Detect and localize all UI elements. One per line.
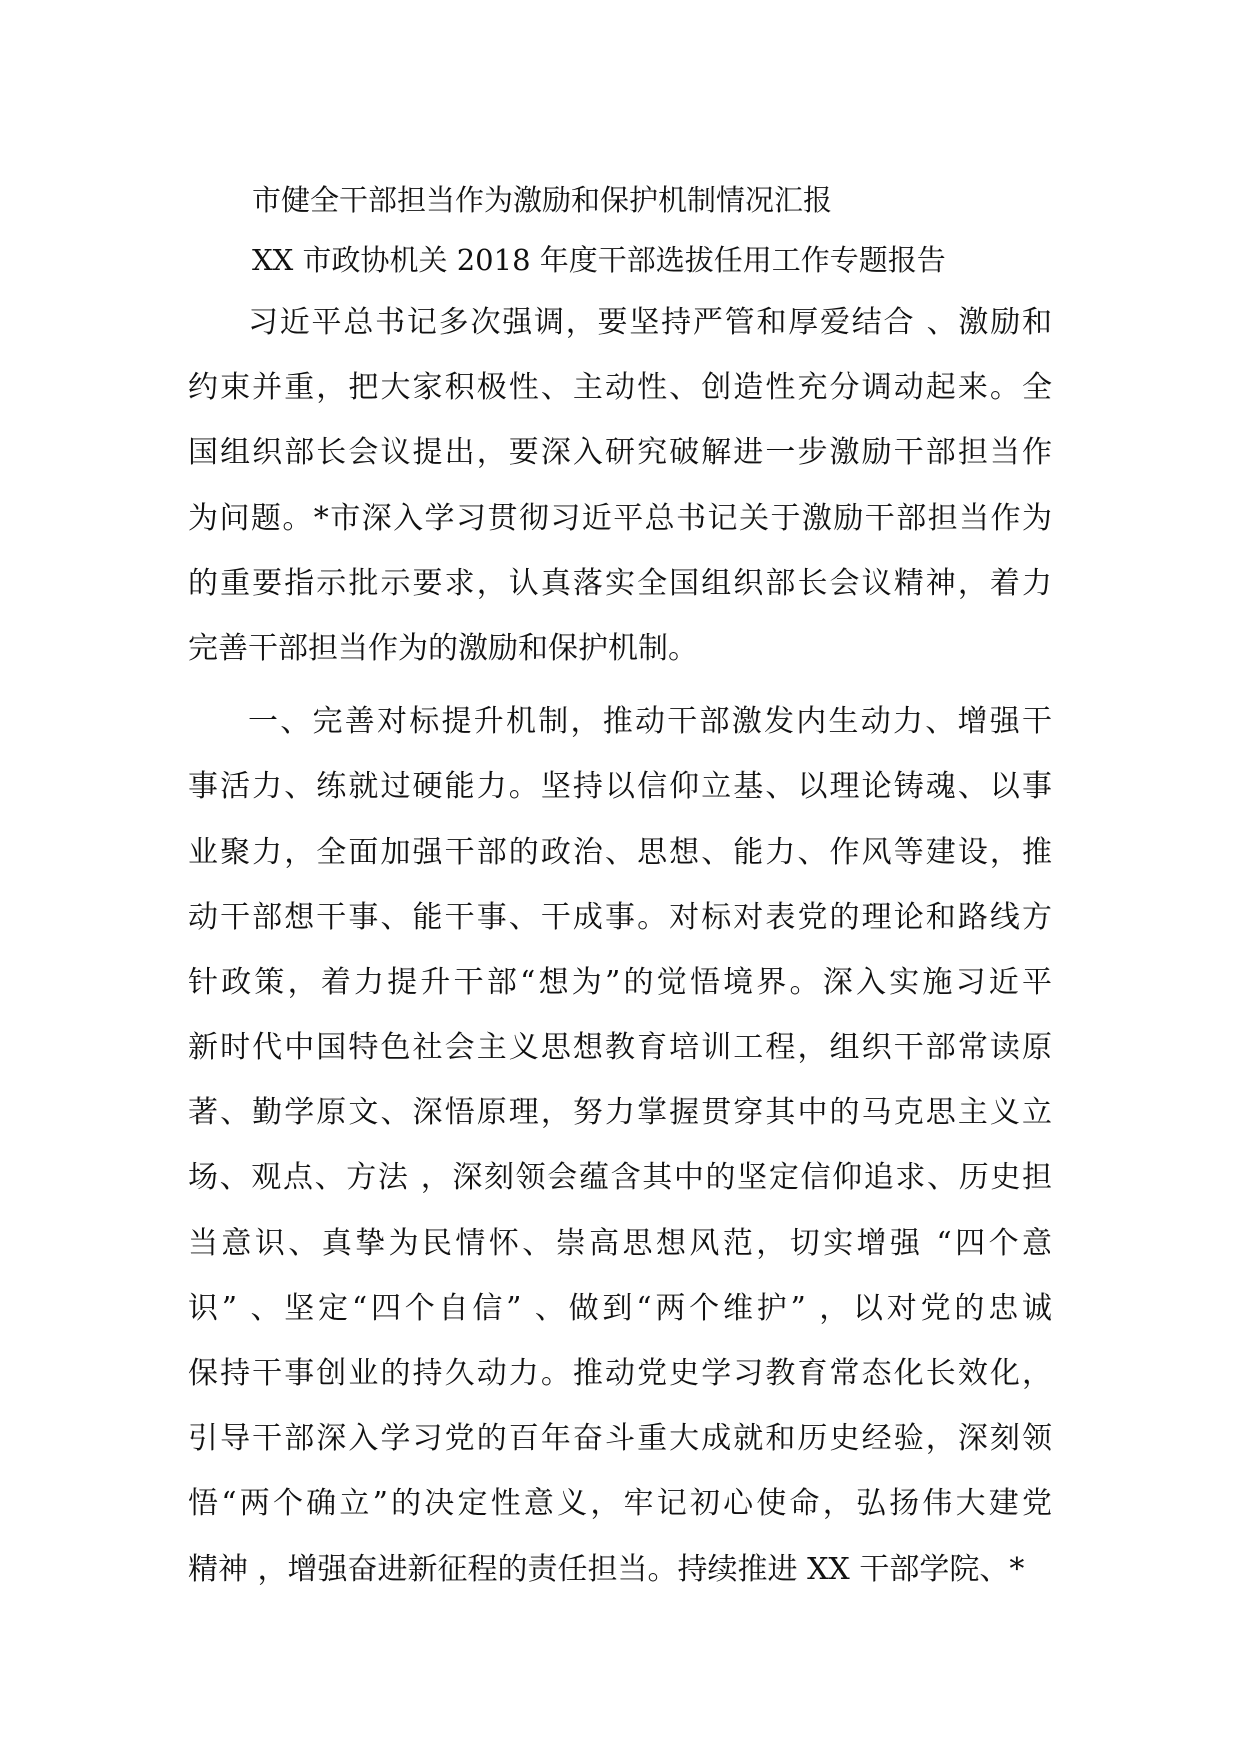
paragraph-line: 事活力、练就过硬能力。坚持以信仰立基、以理论铸魂、以事 (188, 769, 1052, 805)
paragraph-line: 识” 、坚定“四个自信” 、做到“两个维护” ，以对党的忠诚 (188, 1290, 1052, 1326)
paragraph-line: 一、完善对标提升机制，推动干部激发内生动力、增强干 (248, 704, 1052, 740)
paragraph-line: 完善干部担当作为的激励和保护机制。 (188, 630, 698, 666)
paragraph-line: 动干部想干事、能干事、干成事。对标对表党的理论和路线方 (188, 899, 1052, 935)
paragraph-line: 的重要指示批示要求，认真落实全国组织部长会议精神，着力 (188, 565, 1052, 601)
paragraph-line: 场、观点、方法 ，深刻领会蕴含其中的坚定信仰追求、历史担 (188, 1160, 1052, 1196)
paragraph-line: 约束并重，把大家积极性、主动性、创造性充分调动起来。全 (188, 370, 1052, 406)
document-body (188, 170, 1052, 1602)
paragraph-line: 精神 ，增强奋进新征程的责任担当。持续推进 XX 干部学院、* (188, 1551, 1025, 1587)
paragraph-line: 为问题。*市深入学习贯彻习近平总书记关于激励干部担当作为 (188, 500, 1052, 536)
paragraph-line: 针政策，着力提升干部“想为”的觉悟境界。深入实施习近平 (188, 964, 1052, 1000)
document-subtitle: XX 市政协机关 2018 年度干部选拔任用工作专题报告 (252, 243, 946, 277)
paragraph-line: 国组织部长会议提出，要深入研究破解进一步激励干部担当作 (188, 435, 1052, 471)
paragraph-line: 当意识、真挚为民情怀、崇高思想风范，切实增强 “四个意 (188, 1225, 1052, 1261)
paragraph-line: 引导干部深入学习党的百年奋斗重大成就和历史经验，深刻领 (188, 1421, 1052, 1457)
paragraph-line: 著、勤学原文、深悟原理，努力掌握贯穿其中的马克思主义立 (188, 1095, 1052, 1131)
paragraph-line: 业聚力，全面加强干部的政治、思想、能力、作风等建设，推 (188, 834, 1052, 870)
paragraph-intro (188, 290, 1052, 681)
document-title: 市健全干部担当作为激励和保护机制情况汇报 (252, 183, 833, 217)
paragraph-spacer (188, 681, 1052, 689)
paragraph-section-one (188, 689, 1052, 1602)
paragraph-line: 习近平总书记多次强调，要坚持严管和厚爱结合 、激励和 (248, 305, 1052, 340)
paragraph-line: 保持干事创业的持久动力。推动党史学习教育常态化长效化， (188, 1356, 1052, 1391)
paragraph-line: 新时代中国特色社会主义思想教育培训工程，组织干部常读原 (188, 1030, 1052, 1066)
paragraph-line: 悟“两个确立”的决定性意义，牢记初心使命，弘扬伟大建党 (188, 1486, 1052, 1522)
